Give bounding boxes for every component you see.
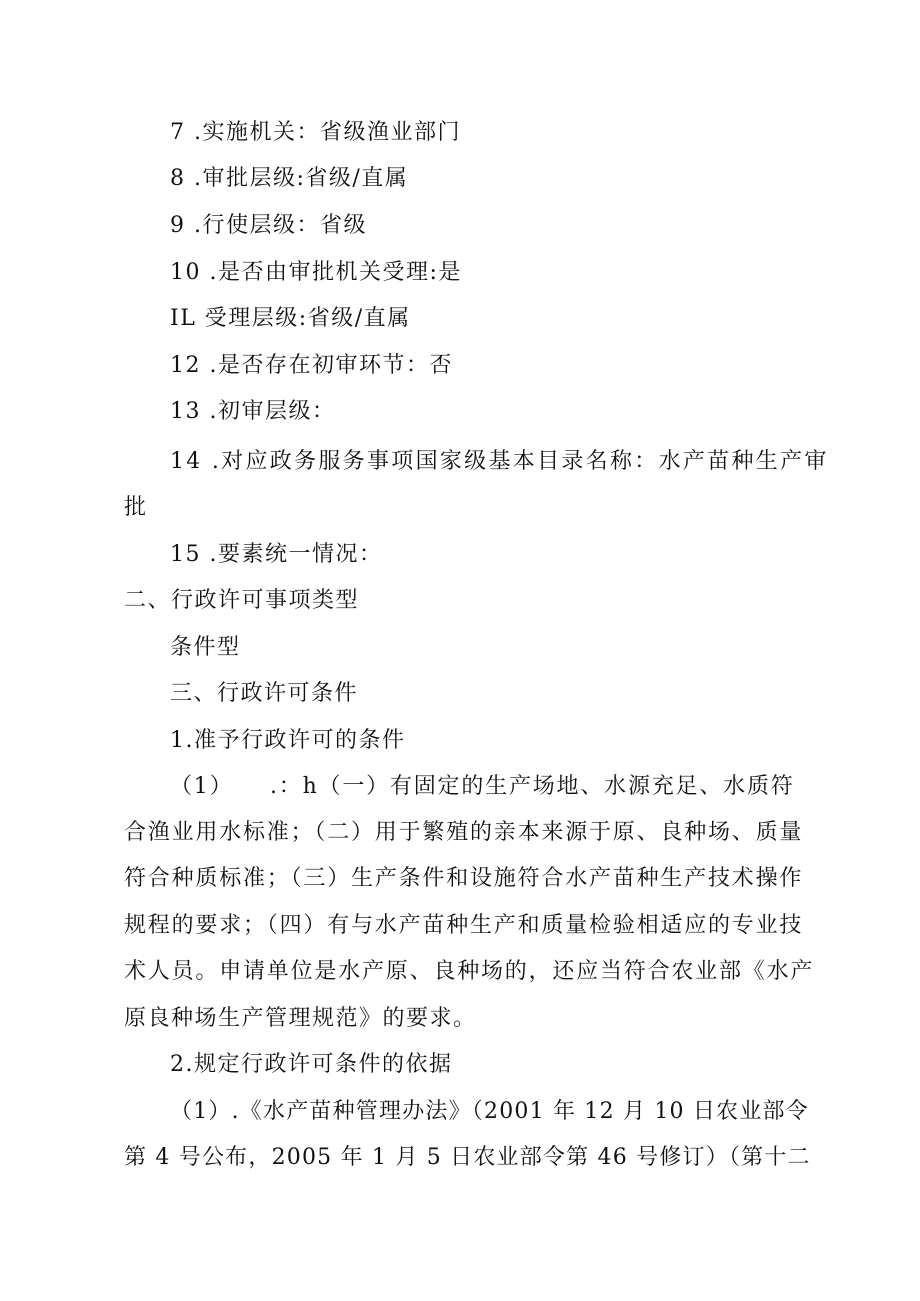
item-11-acceptance-level: IL 受理层级:省级/直属 xyxy=(170,306,411,331)
item-14-catalog-name-continued: 批 xyxy=(124,495,148,520)
item-9-exercise-level: 9 .行使层级：省级 xyxy=(170,213,367,238)
section-2-content: 条件型 xyxy=(170,635,241,660)
item-8-approval-level: 8 .审批层级:省级/直属 xyxy=(170,166,409,191)
conditions-paragraph-line: 符合种质标准；（三）生产条件和设施符合水产苗种生产技术操作 xyxy=(124,866,804,891)
basis-paragraph-line: 第 4 号公布，2005 年 1 月 5 日农业部令第 46 号修订）（第十二 xyxy=(124,1145,811,1170)
subsection-2-heading: 2.规定行政许可条件的依据 xyxy=(170,1052,453,1077)
section-3-heading: 三、行政许可条件 xyxy=(170,681,359,706)
item-10-accepted-by-approver: 10 .是否由审批机关受理:是 xyxy=(170,260,462,285)
conditions-paragraph-line: 规程的要求；（四）有与水产苗种生产和质量检验相适应的专业技 xyxy=(124,913,804,938)
item-14-catalog-name: 14 .对应政务服务事项国家级基本目录名称：水产苗种生产审 xyxy=(170,449,829,474)
conditions-paragraph-line: （1） .：h（一）有固定的生产场地、水源充足、水质符 xyxy=(170,774,795,799)
subsection-1-heading: 1.准予行政许可的条件 xyxy=(170,728,406,753)
conditions-paragraph-line: 原良种场生产管理规范》的要求。 xyxy=(124,1006,477,1031)
item-15-element-unification: 15 .要素统一情况： xyxy=(170,542,383,567)
conditions-paragraph-line: 术人员。申请单位是水产原、良种场的，还应当符合农业部《水产 xyxy=(124,959,815,984)
item-13-preliminary-review-level: 13 .初审层级： xyxy=(170,399,336,424)
item-12-preliminary-review: 12 .是否存在初审环节：否 xyxy=(170,353,453,378)
conditions-paragraph-line: 合渔业用水标准；（二）用于繁殖的亲本来源于原、良种场、质量 xyxy=(124,820,804,845)
section-2-heading: 二、行政许可事项类型 xyxy=(124,588,360,613)
item-7-implementing-agency: 7 .实施机关：省级渔业部门 xyxy=(170,120,461,145)
basis-paragraph-line: （1）.《水产苗种管理办法》（2001 年 12 月 10 日农业部令 xyxy=(170,1099,809,1124)
